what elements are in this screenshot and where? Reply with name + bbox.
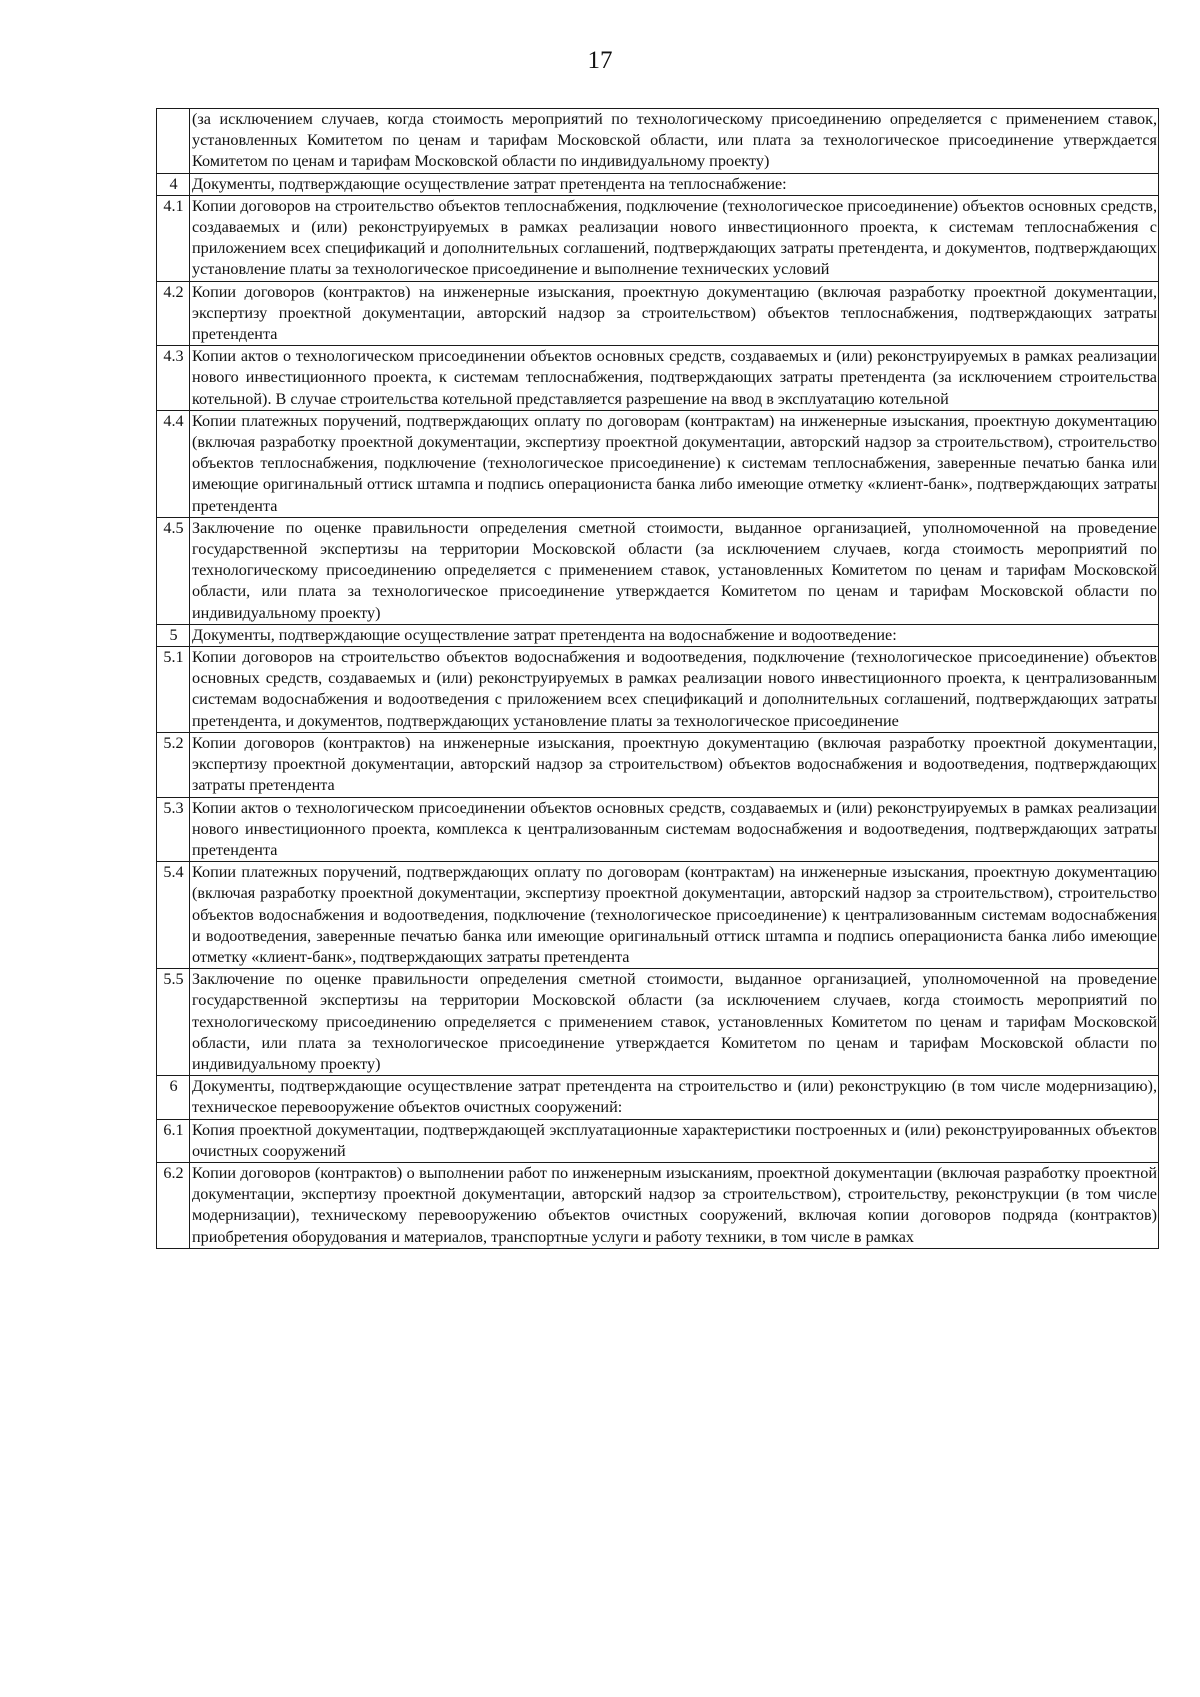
row-text: Документы, подтверждающие осуществление затрат претендента на строительство и (или) реконструкцию (в том числе модернизацию), техническое перевооружение объектов очистных сооружений:: [190, 1076, 1159, 1119]
row-text: Документы, подтверждающие осуществление затрат претендента на теплоснабжение:: [190, 173, 1159, 195]
row-number: 5.2: [157, 732, 190, 797]
row-text: Копии договоров (контрактов) на инженерные изыскания, проектную документацию (включая разработку проектной документации, экспертизу проектной документации, авторский надзор за строительством) объектов водоснабжения и водоотведения, подтверждающих затраты претендента: [190, 732, 1159, 797]
page-number: 17: [587, 47, 613, 74]
table-row: [157, 797, 1159, 862]
table-row: [157, 1162, 1159, 1248]
row-text: (за исключением случаев, когда стоимость мероприятий по технологическому присоединению определяется с применением ставок, установленных Комитетом по ценам и тарифам Московской области, или плата за технологическое присоединение утверждается Комитетом по ценам и тарифам Московской области по индивидуальному проекту): [190, 109, 1159, 174]
table-row: [157, 732, 1159, 797]
row-text: Копии платежных поручений, подтверждающих оплату по договорам (контрактам) на инженерные изыскания, проектную документацию (включая разработку проектной документации, экспертизу проектной документации, авторский надзор за строительством), строительство объектов водоснабжения и водоотведения, подключение (технологическое присоединение) к централизованным системам водоснабжения и водоотведения, заверенные печатью банка или имеющие оригинальный оттиск штампа и подпись операциониста банка либо имеющие отметку «клиент-банк», подтверждающих затраты претендента: [190, 862, 1159, 969]
row-number: 6.2: [157, 1162, 190, 1248]
row-number: [157, 109, 190, 174]
row-number: 5.1: [157, 647, 190, 733]
table-row: [157, 281, 1159, 346]
table-row: [157, 1076, 1159, 1119]
table-row: [157, 624, 1159, 646]
row-text: Копии договоров на строительство объектов водоснабжения и водоотведения, подключение (технологическое присоединение) объектов основных средств, создаваемых и (или) реконструируемых в рамках реализации нового инвестиционного проекта, к централизованным системам водоснабжения и водоотведения с приложением всех спецификаций и дополнительных соглашений, подтверждающих затраты претендента, и документов, подтверждающих установление платы за технологическое присоединение: [190, 647, 1159, 733]
row-number: 5: [157, 624, 190, 646]
row-number: 5.3: [157, 797, 190, 862]
row-text: Копии договоров на строительство объектов теплоснабжения, подключение (технологическое присоединение) объектов основных средств, создаваемых и (или) реконструируемых в рамках реализации нового инвестиционного проекта, к системам теплоснабжения с приложением всех спецификаций и дополнительных соглашений, подтверждающих затраты претендента, и документов, подтверждающих установление платы за технологическое присоединение и выполнение технических условий: [190, 195, 1159, 281]
table-row: [157, 346, 1159, 411]
table-row: [157, 862, 1159, 969]
row-number: 5.5: [157, 969, 190, 1076]
row-number: 4.4: [157, 410, 190, 517]
row-number: 4.3: [157, 346, 190, 411]
row-number: 4.2: [157, 281, 190, 346]
row-number: 4.5: [157, 517, 190, 624]
row-text: Копии актов о технологическом присоединении объектов основных средств, создаваемых и (или) реконструируемых в рамках реализации нового инвестиционного проекта, к системам теплоснабжения, подтверждающих затраты претендента (за исключением строительства котельной). В случае строительства котельной представляется разрешение на ввод в эксплуатацию котельной: [190, 346, 1159, 411]
row-text: Документы, подтверждающие осуществление затрат претендента на водоснабжение и водоотведение:: [190, 624, 1159, 646]
row-number: 5.4: [157, 862, 190, 969]
table-row: [157, 517, 1159, 624]
row-number: 6.1: [157, 1119, 190, 1162]
table-row: [157, 647, 1159, 733]
row-text: Копия проектной документации, подтверждающей эксплуатационные характеристики построенных и (или) реконструированных объектов очистных сооружений: [190, 1119, 1159, 1162]
table-row: [157, 173, 1159, 195]
table-row: [157, 1119, 1159, 1162]
requirements-table: [156, 108, 1159, 1249]
table-row: [157, 109, 1159, 174]
row-text: Копии договоров (контрактов) о выполнении работ по инженерным изысканиям, проектной документации (включая разработку проектной документации, экспертизу проектной документации, авторский надзор за строительством), строительству, реконструкции (в том числе модернизации), техническому перевооружению объектов очистных сооружений, включая копии договоров подряда (контрактов) приобретения оборудования и материалов, транспортные услуги и работу техники, в том числе в рамках: [190, 1162, 1159, 1248]
row-text: Копии договоров (контрактов) на инженерные изыскания, проектную документацию (включая разработку проектной документации, экспертизу проектной документации, авторский надзор за строительством) объектов теплоснабжения, подтверждающих затраты претендента: [190, 281, 1159, 346]
row-text: Копии платежных поручений, подтверждающих оплату по договорам (контрактам) на инженерные изыскания, проектную документацию (включая разработку проектной документации, экспертизу проектной документации, авторский надзор за строительством), строительство объектов теплоснабжения, подключение (технологическое присоединение) к системам теплоснабжения, заверенные печатью банка или имеющие оригинальный оттиск штампа и подпись операциониста банка либо имеющие отметку «клиент-банк», подтверждающих затраты претендента: [190, 410, 1159, 517]
row-number: 4: [157, 173, 190, 195]
row-text: Заключение по оценке правильности определения сметной стоимости, выданное организацией, уполномоченной на проведение государственной экспертизы на территории Московской области (за исключением случаев, когда стоимость мероприятий по технологическому присоединению определяется с применением ставок, установленных Комитетом по ценам и тарифам Московской области, или плата за технологическое присоединение утверждается Комитетом по ценам и тарифам Московской области по индивидуальному проекту): [190, 517, 1159, 624]
table-row: [157, 969, 1159, 1076]
row-number: 4.1: [157, 195, 190, 281]
row-text: Копии актов о технологическом присоединении объектов основных средств, создаваемых и (или) реконструируемых в рамках реализации нового инвестиционного проекта, комплекса к централизованным системам водоснабжения и водоотведения, подтверждающих затраты претендента: [190, 797, 1159, 862]
table-row: [157, 195, 1159, 281]
row-text: Заключение по оценке правильности определения сметной стоимости, выданное организацией, уполномоченной на проведение государственной экспертизы на территории Московской области (за исключением случаев, когда стоимость мероприятий по технологическому присоединению определяется с применением ставок, установленных Комитетом по ценам и тарифам Московской области, или плата за технологическое присоединение утверждается Комитетом по ценам и тарифам Московской области по индивидуальному проекту): [190, 969, 1159, 1076]
table-row: [157, 410, 1159, 517]
row-number: 6: [157, 1076, 190, 1119]
